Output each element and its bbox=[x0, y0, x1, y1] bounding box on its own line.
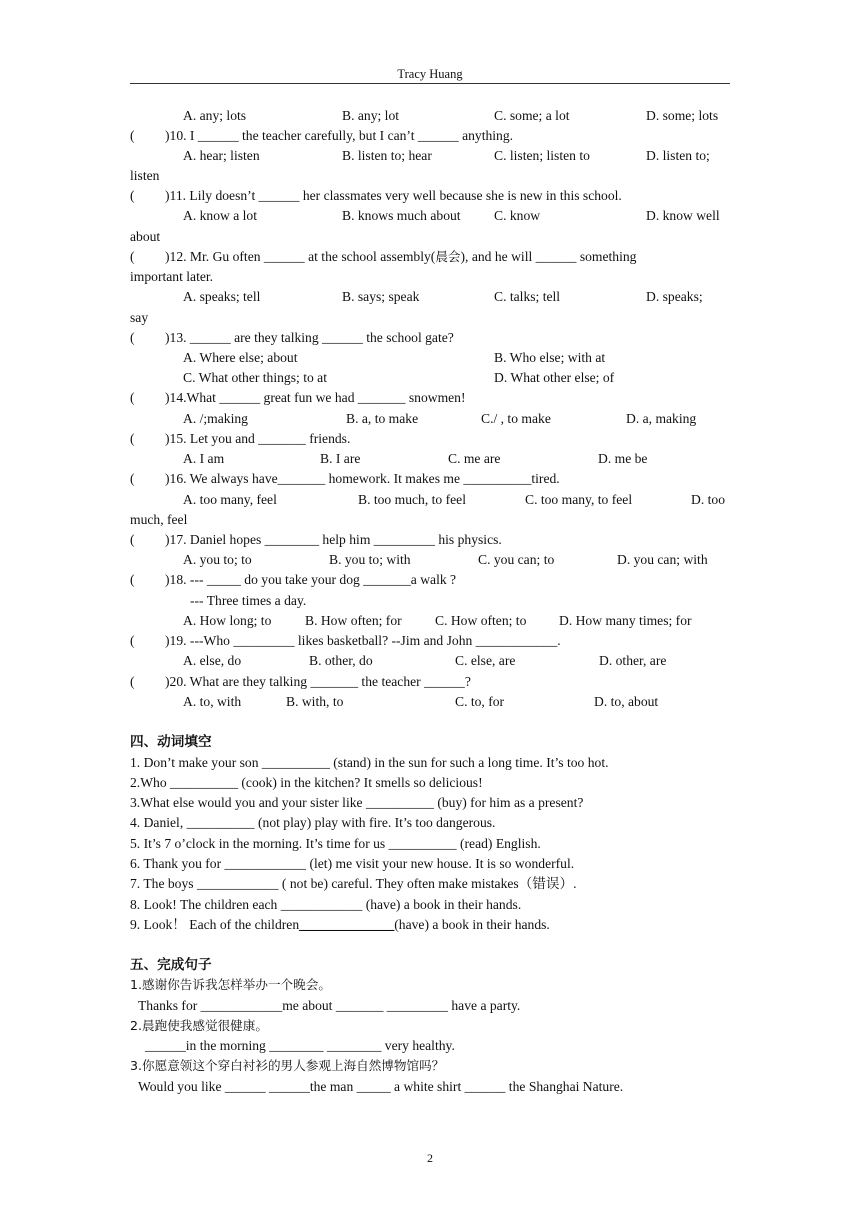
q10-option-c: C. listen; listen to bbox=[494, 148, 590, 163]
q18-option-a: A. How long; to bbox=[183, 613, 272, 628]
q17-option-c: C. you can; to bbox=[478, 552, 555, 567]
q16-option-d: D. too bbox=[691, 492, 725, 507]
s4-item-9-pre: 9. Look！ Each of the children bbox=[130, 917, 300, 932]
q9-option-d: D. some; lots bbox=[646, 108, 719, 123]
q11-option-b: B. knows much about bbox=[342, 208, 461, 223]
q10-paren: ( bbox=[130, 128, 135, 143]
q19-option-d: D. other, are bbox=[599, 653, 667, 668]
q12-stem bbox=[165, 248, 636, 266]
s5-sentence-3-zh: 3.你愿意领这个穿白衬衫的男人参观上海自然博物馆吗？ bbox=[130, 1058, 445, 1073]
q19-option-a: A. else, do bbox=[183, 653, 242, 668]
s4-item-9-blank: ______________ bbox=[299, 917, 395, 932]
q9-option-b: B. any; lot bbox=[342, 108, 400, 123]
s5-sentence-3-en: Would you like ______ ______the man _____ a white shirt ______ the Shanghai Nature. bbox=[138, 1079, 624, 1094]
q20-stem: )20. What are they talking _______ the teacher ______? bbox=[165, 674, 471, 689]
q20-option-a: A. to, with bbox=[183, 694, 242, 709]
q12-stem-zh: 晨会 bbox=[435, 249, 461, 264]
q20-option-b: B. with, to bbox=[286, 694, 344, 709]
q12-stem-main: )12. Mr. Gu often ______ at the school assembly( bbox=[165, 249, 436, 264]
s4-item-7: 7. The boys ____________ ( not be) careful. They often make mistakes（错误）. bbox=[130, 876, 577, 891]
header-author: Tracy Huang bbox=[397, 67, 463, 81]
q19-option-b: B. other, do bbox=[309, 653, 373, 668]
s5-sentence-1-en: Thanks for ____________me about _______ _________ have a party. bbox=[138, 998, 521, 1013]
header-rule bbox=[130, 83, 730, 84]
q17-stem: )17. Daniel hopes ________ help him _________ his physics. bbox=[165, 532, 502, 547]
q12-paren: ( bbox=[130, 249, 135, 264]
q18-paren: ( bbox=[130, 572, 135, 587]
s4-item-3: 3.What else would you and your sister like __________ (buy) for him as a present? bbox=[130, 795, 584, 810]
q12-stem-tail: ), and he will ______ something bbox=[460, 249, 637, 264]
q17-option-d: D. you can; with bbox=[617, 552, 708, 567]
q15-stem: )15. Let you and _______ friends. bbox=[165, 431, 351, 446]
q11-option-c: C. know bbox=[494, 208, 541, 223]
q10-option-a: A. hear; listen bbox=[183, 148, 260, 163]
section4-title: 四、动词填空 bbox=[130, 734, 212, 750]
q16-option-b: B. too much, to feel bbox=[358, 492, 466, 507]
q10-option-wrap: listen bbox=[130, 168, 160, 183]
q16-option-a: A. too many, feel bbox=[183, 492, 277, 507]
q9-option-c: C. some; a lot bbox=[494, 108, 570, 123]
q14-option-a: A. /;making bbox=[183, 411, 248, 426]
q11-option-wrap: about bbox=[130, 229, 161, 244]
q15-paren: ( bbox=[130, 431, 135, 446]
q11-paren: ( bbox=[130, 188, 135, 203]
q13-option-d: D. What other else; of bbox=[494, 370, 615, 385]
s5-sentence-2-zh: 2.晨跑使我感觉很健康。 bbox=[130, 1018, 268, 1033]
s4-item-4: 4. Daniel, __________ (not play) play with fire. It’s too dangerous. bbox=[130, 815, 496, 830]
q12-option-wrap: say bbox=[130, 310, 149, 325]
q18-option-d: D. How many times; for bbox=[559, 613, 692, 628]
q11-stem: )11. Lily doesn’t ______ her classmates very well because she is new in this school. bbox=[165, 188, 622, 203]
s4-item-6: 6. Thank you for ____________ (let) me visit your new house. It is so wonderful. bbox=[130, 856, 575, 871]
q20-option-c: C. to, for bbox=[455, 694, 505, 709]
q17-option-a: A. you to; to bbox=[183, 552, 252, 567]
q18-answer: --- Three times a day. bbox=[190, 593, 307, 608]
q16-stem: )16. We always have_______ homework. It makes me __________tired. bbox=[165, 471, 560, 486]
q10-option-b: B. listen to; hear bbox=[342, 148, 432, 163]
q9-option-a: A. any; lots bbox=[183, 108, 247, 123]
q19-paren: ( bbox=[130, 633, 135, 648]
q12-option-b: B. says; speak bbox=[342, 289, 420, 304]
q11-option-d: D. know well bbox=[646, 208, 720, 223]
q10-option-d: D. listen to; bbox=[646, 148, 710, 163]
q14-option-c: C./ , to make bbox=[481, 411, 551, 426]
q19-stem: )19. ---Who _________ likes basketball? --Jim and John ____________. bbox=[165, 633, 561, 648]
q13-stem: )13. ______ are they talking ______ the school gate? bbox=[165, 330, 454, 345]
q14-option-b: B. a, to make bbox=[346, 411, 419, 426]
s4-item-2: 2.Who __________ (cook) in the kitchen? It smells so delicious! bbox=[130, 775, 483, 790]
q13-option-c: C. What other things; to at bbox=[183, 370, 327, 385]
q14-paren: ( bbox=[130, 390, 135, 405]
q17-option-b: B. you to; with bbox=[329, 552, 411, 567]
q17-paren: ( bbox=[130, 532, 135, 547]
q13-option-a: A. Where else; about bbox=[183, 350, 298, 365]
q13-paren: ( bbox=[130, 330, 135, 345]
q18-stem: )18. --- _____ do you take your dog _______a walk ? bbox=[165, 572, 457, 587]
s5-sentence-1-zh: 1.感谢你告诉我怎样举办一个晚会。 bbox=[130, 977, 331, 992]
q19-option-c: C. else, are bbox=[455, 653, 516, 668]
q18-option-c: C. How often; to bbox=[435, 613, 527, 628]
q12-option-a: A. speaks; tell bbox=[183, 289, 261, 304]
q15-option-c: C. me are bbox=[448, 451, 501, 466]
s4-item-1: 1. Don’t make your son __________ (stand) in the sun for such a long time. It’s too hot. bbox=[130, 755, 609, 770]
q18-option-b: B. How often; for bbox=[305, 613, 402, 628]
page-number: 2 bbox=[427, 1151, 433, 1165]
s4-item-9-post: (have) a book in their hands. bbox=[394, 917, 550, 932]
q12-stem-wrap: important later. bbox=[130, 269, 214, 284]
q16-option-c: C. too many, to feel bbox=[525, 492, 633, 507]
q15-option-a: A. I am bbox=[183, 451, 225, 466]
q14-option-d: D. a, making bbox=[626, 411, 697, 426]
s4-item-5: 5. It’s 7 o’clock in the morning. It’s time for us __________ (read) English. bbox=[130, 836, 541, 851]
q15-option-d: D. me be bbox=[598, 451, 648, 466]
q15-option-b: B. I are bbox=[320, 451, 361, 466]
s4-item-8: 8. Look! The children each ____________ (have) a book in their hands. bbox=[130, 897, 522, 912]
q14-stem: )14.What ______ great fun we had _______ snowmen! bbox=[165, 390, 466, 405]
q16-paren: ( bbox=[130, 471, 135, 486]
q20-paren: ( bbox=[130, 674, 135, 689]
q11-option-a: A. know a lot bbox=[183, 208, 258, 223]
q16-option-wrap: much, feel bbox=[130, 512, 188, 527]
q13-option-b: B. Who else; with at bbox=[494, 350, 606, 365]
section5-title: 五、完成句子 bbox=[130, 957, 212, 973]
q12-option-c: C. talks; tell bbox=[494, 289, 561, 304]
q20-option-d: D. to, about bbox=[594, 694, 659, 709]
q12-option-d: D. speaks; bbox=[646, 289, 703, 304]
q10-stem: )10. I ______ the teacher carefully, but I can’t ______ anything. bbox=[165, 128, 514, 143]
s5-sentence-2-en: ______in the morning ________ ________ very healthy. bbox=[145, 1038, 455, 1053]
s4-item-9 bbox=[130, 916, 550, 934]
